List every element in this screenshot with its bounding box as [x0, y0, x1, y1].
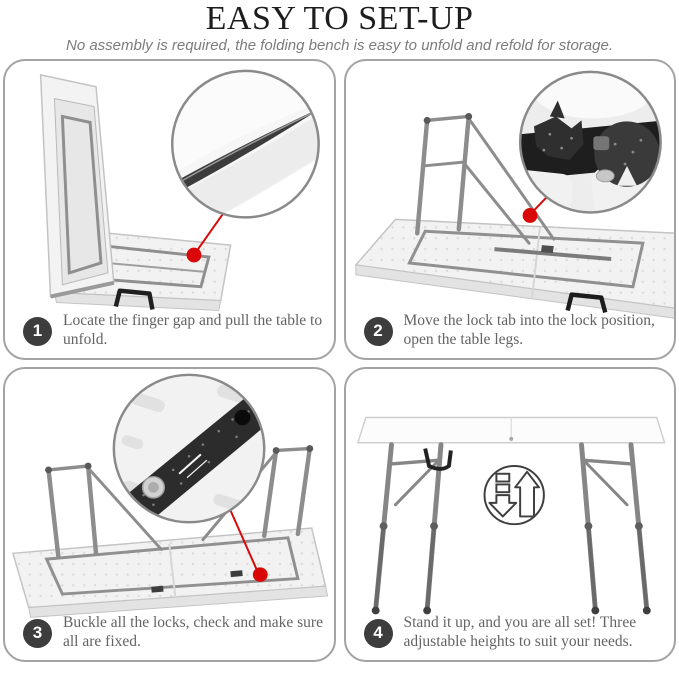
step-number: 1 — [32, 321, 43, 341]
callout-dot — [187, 248, 202, 263]
step3-caption-row — [23, 614, 324, 652]
callout-dot — [522, 208, 537, 223]
lock-tab — [540, 245, 553, 253]
page-subtitle: No assembly is required, the folding bench is easy to unfold and refold for storage. — [66, 37, 613, 55]
step1-number-badge — [23, 317, 52, 346]
magnifier-finger-gap — [163, 67, 333, 229]
step2-caption-row — [364, 312, 665, 350]
header — [0, 1, 679, 59]
step1-instruction-text: Locate the finger gap and pull the table to unfold. — [63, 312, 323, 349]
height-adjust-icon — [484, 466, 543, 524]
magnifier-lock-mechanism — [509, 61, 674, 229]
page-title: EASY TO SET-UP — [205, 0, 474, 37]
step3-instruction-text: Buckle all the locks, check and make sure all are fixed. — [63, 614, 323, 651]
step2-number-badge — [364, 317, 393, 346]
steps-grid — [0, 59, 679, 662]
lower-leg-segments — [375, 526, 646, 609]
step-number: 3 — [32, 623, 43, 643]
step2-instruction-text: Move the lock tab into the lock position, open the table legs. — [403, 312, 655, 349]
step4-number-badge — [364, 619, 393, 648]
lock-hole — [235, 410, 251, 426]
step-panel-4 — [344, 367, 677, 662]
step-number: 4 — [373, 623, 383, 643]
step3-number-badge — [23, 619, 52, 648]
step1-caption-row — [23, 312, 324, 350]
step-panel-2 — [344, 59, 677, 360]
callout-dot — [253, 567, 268, 582]
step4-instruction-text: Stand it up, and you are all set! Three adjustable heights to suit your needs. — [403, 614, 637, 651]
step-panel-1 — [3, 59, 336, 360]
step-panel-3 — [3, 367, 336, 662]
step4-caption-row — [364, 614, 665, 652]
step-number: 2 — [373, 321, 383, 341]
